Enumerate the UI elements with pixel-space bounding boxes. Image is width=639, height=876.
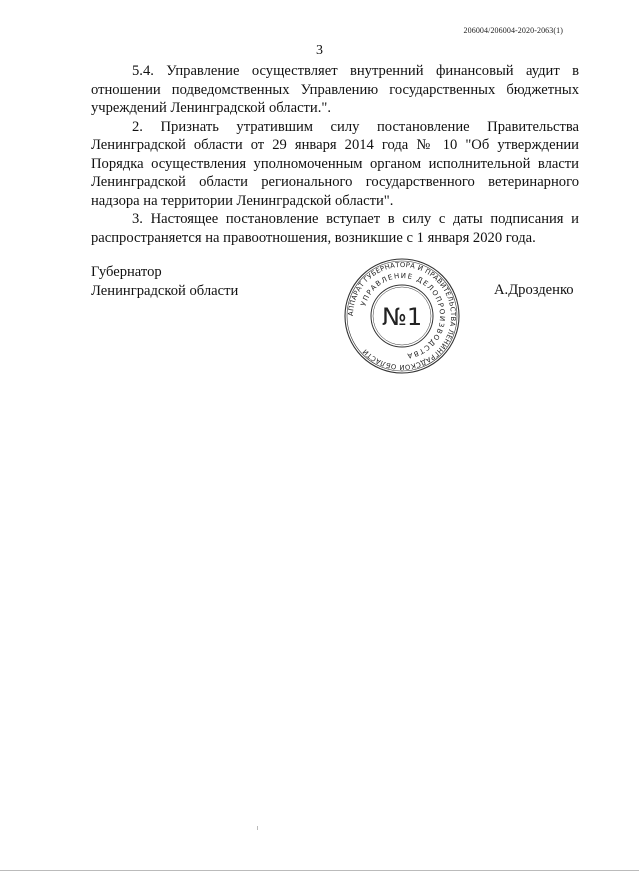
official-stamp — [341, 257, 463, 375]
stamp-inner-text: УПРАВЛЕНИЕ ДЕЛОПРОИЗВОДСТВА — [359, 271, 447, 360]
signatory-region: Ленинградской области — [91, 282, 239, 299]
page-number: 3 — [316, 43, 323, 58]
paragraph-3: 3. Настоящее постановление вступает в силу с даты подписания и распространяется на правоотношения, возникшие с 1 января 2020 года. — [91, 211, 579, 246]
signatory-name: А.Дрозденко — [494, 282, 574, 298]
document-body — [91, 62, 579, 247]
paragraph-5-4: 5.4. Управление осуществляет внутренний финансовый аудит в отношении подведомственных Управлению государственных бюджетных учреждений Ленинградской области.". — [91, 63, 579, 116]
signatory-title: Губернатор — [91, 264, 162, 280]
page-bottom-edge — [0, 870, 639, 871]
paragraph-2: 2. Признать утратившим силу постановление Правительства Ленинградской области от 29 января 2014 года № 10 "Об утверждении Порядка осуществления уполномоченным органом исполнительной власти Ленинградской области регионального государственного ветеринарного надзора на территории Ленинградской области". — [91, 118, 579, 209]
scan-artifact — [257, 826, 258, 830]
signatory-position — [91, 263, 238, 300]
stamp-outer-text: АППАРАТ ГУБЕРНАТОРА И ПРАВИТЕЛЬСТВА ЛЕНИНГРАДСКОЙ ОБЛАСТИ — [346, 260, 458, 372]
stamp-number: №1 — [381, 303, 423, 331]
document-id: 206004/206004-2020-2063(1) — [463, 26, 563, 35]
